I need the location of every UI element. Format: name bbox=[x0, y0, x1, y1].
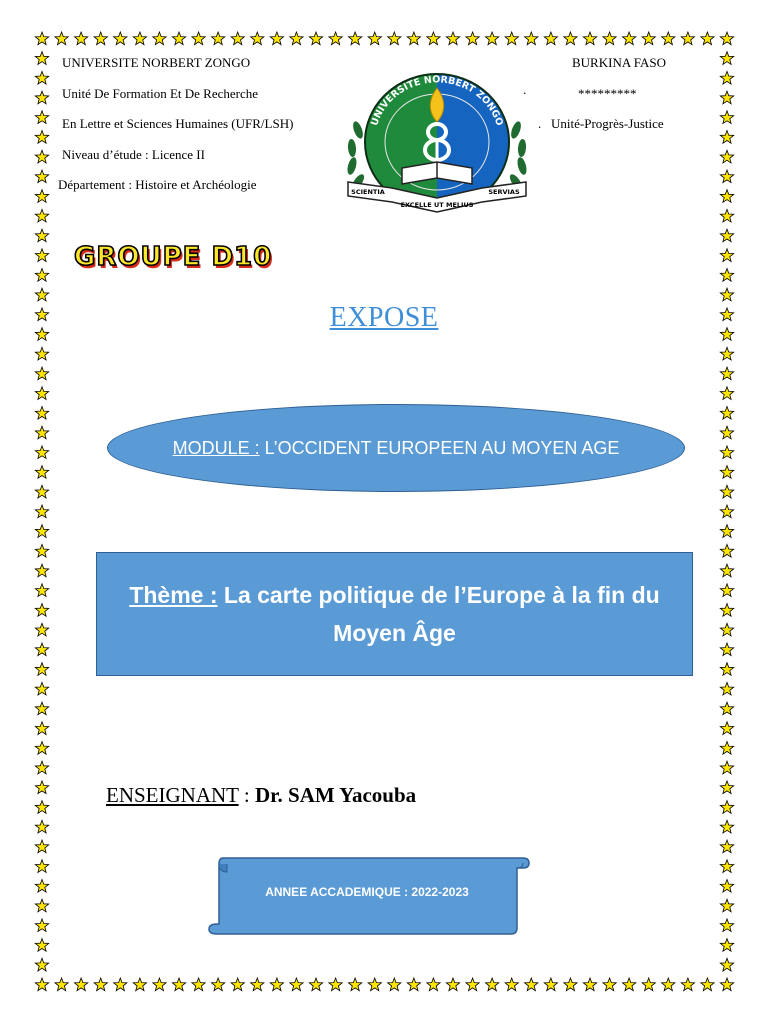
border-star bbox=[720, 781, 733, 794]
border-star bbox=[720, 170, 733, 183]
border-star bbox=[35, 209, 48, 222]
border-star bbox=[720, 485, 733, 498]
border-star bbox=[720, 840, 733, 853]
border-star bbox=[35, 781, 48, 794]
border-star bbox=[720, 860, 733, 873]
border-star bbox=[486, 978, 499, 991]
border-star bbox=[583, 32, 596, 45]
border-star bbox=[623, 32, 636, 45]
border-star bbox=[192, 978, 205, 991]
module-name: L’OCCIDENT EUROPEEN AU MOYEN AGE bbox=[259, 438, 620, 458]
module-banner bbox=[107, 404, 685, 492]
border-star bbox=[720, 229, 733, 242]
border-star bbox=[720, 761, 733, 774]
border-star bbox=[720, 682, 733, 695]
border-star bbox=[720, 249, 733, 262]
border-star bbox=[35, 269, 48, 282]
border-star bbox=[153, 32, 166, 45]
border-star bbox=[720, 702, 733, 715]
border-star bbox=[720, 446, 733, 459]
border-star bbox=[720, 899, 733, 912]
teacher-label: ENSEIGNANT bbox=[106, 783, 239, 807]
border-star bbox=[564, 978, 577, 991]
university-name: UNIVERSITE NORBERT ZONGO bbox=[62, 55, 251, 70]
border-star bbox=[720, 209, 733, 222]
border-star bbox=[35, 52, 48, 65]
border-star bbox=[623, 978, 636, 991]
border-star bbox=[35, 91, 48, 104]
border-star bbox=[720, 387, 733, 400]
border-star bbox=[349, 32, 362, 45]
document-title: EXPOSE bbox=[329, 302, 439, 333]
border-star bbox=[720, 407, 733, 420]
border-star bbox=[35, 446, 48, 459]
border-star bbox=[35, 840, 48, 853]
study-level: Niveau d’étude : Licence II bbox=[62, 147, 205, 162]
border-star bbox=[231, 32, 244, 45]
border-star bbox=[35, 525, 48, 538]
border-star bbox=[701, 32, 714, 45]
border-star bbox=[35, 71, 48, 84]
border-star bbox=[720, 919, 733, 932]
group-label: GROUPE D10 bbox=[74, 242, 273, 272]
border-star bbox=[544, 978, 557, 991]
stars-separator: ********* bbox=[578, 86, 637, 101]
module-text bbox=[166, 434, 626, 462]
border-star bbox=[35, 229, 48, 242]
module-label: MODULE : bbox=[172, 438, 260, 458]
border-star bbox=[720, 643, 733, 656]
border-star bbox=[466, 978, 479, 991]
border-star bbox=[720, 505, 733, 518]
border-star bbox=[720, 269, 733, 282]
border-star bbox=[35, 880, 48, 893]
border-star bbox=[427, 32, 440, 45]
border-star bbox=[35, 682, 48, 695]
logo-ribbon-right: SERVIAS bbox=[488, 188, 520, 196]
border-star bbox=[662, 32, 675, 45]
border-star bbox=[35, 466, 48, 479]
border-star bbox=[35, 288, 48, 301]
border-star bbox=[446, 32, 459, 45]
border-star bbox=[35, 564, 48, 577]
university-logo bbox=[342, 70, 532, 218]
border-star bbox=[720, 604, 733, 617]
theme-banner bbox=[96, 552, 693, 676]
border-star bbox=[681, 978, 694, 991]
border-star bbox=[35, 860, 48, 873]
logo-arc-text: UNIVERSITE NORBERT ZONGO bbox=[369, 74, 505, 128]
border-star bbox=[603, 32, 616, 45]
border-star bbox=[35, 544, 48, 557]
border-star bbox=[329, 978, 342, 991]
border-star bbox=[192, 32, 205, 45]
border-star bbox=[642, 32, 655, 45]
border-star bbox=[720, 958, 733, 971]
border-star bbox=[720, 801, 733, 814]
theme-text bbox=[110, 576, 680, 652]
border-star bbox=[662, 978, 675, 991]
border-star bbox=[505, 32, 518, 45]
border-star bbox=[349, 978, 362, 991]
border-star bbox=[720, 978, 733, 991]
border-star bbox=[720, 52, 733, 65]
border-star bbox=[720, 466, 733, 479]
ufr-line: Unité De Formation Et De Recherche bbox=[62, 86, 259, 101]
border-star bbox=[251, 978, 264, 991]
border-star bbox=[466, 32, 479, 45]
border-star bbox=[114, 978, 127, 991]
border-star bbox=[407, 978, 420, 991]
border-star bbox=[446, 978, 459, 991]
border-star bbox=[525, 978, 538, 991]
border-star bbox=[75, 32, 88, 45]
border-star bbox=[583, 978, 596, 991]
border-star bbox=[35, 663, 48, 676]
border-star bbox=[720, 347, 733, 360]
logo-ribbon-left: SCIENTIA bbox=[351, 188, 385, 196]
border-star bbox=[309, 32, 322, 45]
border-star bbox=[35, 919, 48, 932]
border-star bbox=[681, 32, 694, 45]
border-star bbox=[720, 820, 733, 833]
border-star bbox=[231, 978, 244, 991]
dot-mark: . bbox=[538, 116, 542, 131]
border-star bbox=[290, 32, 303, 45]
border-star bbox=[720, 544, 733, 557]
logo-ribbon-center: EXCELLE UT MELIUS bbox=[400, 201, 474, 209]
theme-name: La carte politique de l’Europe à la fin du Moyen Âge bbox=[217, 582, 660, 646]
border-star bbox=[720, 584, 733, 597]
border-star bbox=[35, 387, 48, 400]
border-star bbox=[525, 32, 538, 45]
border-star bbox=[35, 899, 48, 912]
border-star bbox=[720, 939, 733, 952]
border-star bbox=[720, 91, 733, 104]
border-star bbox=[270, 978, 283, 991]
border-star bbox=[35, 623, 48, 636]
border-star bbox=[720, 111, 733, 124]
border-star bbox=[270, 32, 283, 45]
border-star bbox=[172, 32, 185, 45]
academic-year: ANNEE ACCADEMIQUE : 2022-2023 bbox=[265, 885, 469, 899]
border-star bbox=[720, 367, 733, 380]
border-star bbox=[720, 71, 733, 84]
border-star bbox=[720, 525, 733, 538]
border-star bbox=[329, 32, 342, 45]
border-star bbox=[720, 564, 733, 577]
dot-mark: . bbox=[523, 82, 527, 97]
border-star bbox=[720, 150, 733, 163]
border-star bbox=[720, 663, 733, 676]
teacher-separator: : bbox=[238, 783, 255, 807]
border-star bbox=[35, 643, 48, 656]
border-star bbox=[427, 978, 440, 991]
border-star bbox=[35, 170, 48, 183]
border-star bbox=[35, 131, 48, 144]
national-motto: Unité-Progrès-Justice bbox=[551, 116, 664, 131]
teacher-line bbox=[106, 783, 416, 808]
border-star bbox=[388, 978, 401, 991]
border-star bbox=[35, 407, 48, 420]
border-star bbox=[720, 623, 733, 636]
border-star bbox=[114, 32, 127, 45]
border-star bbox=[35, 150, 48, 163]
border-star bbox=[505, 978, 518, 991]
border-star bbox=[133, 978, 146, 991]
border-star bbox=[133, 32, 146, 45]
border-star bbox=[564, 32, 577, 45]
border-star bbox=[35, 604, 48, 617]
border-star bbox=[720, 742, 733, 755]
border-star bbox=[35, 978, 48, 991]
border-star bbox=[35, 702, 48, 715]
border-star bbox=[720, 131, 733, 144]
border-star bbox=[35, 742, 48, 755]
border-star bbox=[153, 978, 166, 991]
border-star bbox=[720, 880, 733, 893]
border-star bbox=[35, 801, 48, 814]
border-star bbox=[368, 978, 381, 991]
border-star bbox=[35, 584, 48, 597]
country-name: BURKINA FASO bbox=[572, 55, 667, 70]
teacher-name: Dr. SAM Yacouba bbox=[254, 783, 417, 807]
theme-label: Thème : bbox=[129, 582, 218, 608]
border-star bbox=[94, 32, 107, 45]
border-star bbox=[720, 32, 733, 45]
border-star bbox=[720, 426, 733, 439]
border-star bbox=[35, 347, 48, 360]
border-star bbox=[603, 978, 616, 991]
border-star bbox=[35, 820, 48, 833]
border-star bbox=[94, 978, 107, 991]
border-star bbox=[701, 978, 714, 991]
border-star bbox=[720, 190, 733, 203]
border-star bbox=[35, 485, 48, 498]
border-star bbox=[486, 32, 499, 45]
border-star bbox=[172, 978, 185, 991]
border-star bbox=[407, 32, 420, 45]
border-star bbox=[212, 32, 225, 45]
border-star bbox=[35, 367, 48, 380]
border-star bbox=[720, 722, 733, 735]
border-star bbox=[55, 32, 68, 45]
border-star bbox=[35, 111, 48, 124]
border-star bbox=[251, 32, 264, 45]
border-star bbox=[35, 505, 48, 518]
border-star bbox=[35, 190, 48, 203]
border-star bbox=[35, 249, 48, 262]
faculty-line: En Lettre et Sciences Humaines (UFR/LSH) bbox=[62, 116, 294, 131]
border-star bbox=[35, 722, 48, 735]
border-star bbox=[309, 978, 322, 991]
border-star bbox=[35, 761, 48, 774]
border-star bbox=[388, 32, 401, 45]
border-star bbox=[35, 939, 48, 952]
border-star bbox=[35, 958, 48, 971]
department-line: Département : Histoire et Archéologie bbox=[58, 177, 257, 192]
border-star bbox=[368, 32, 381, 45]
border-star bbox=[75, 978, 88, 991]
border-star bbox=[55, 978, 68, 991]
border-star bbox=[642, 978, 655, 991]
border-star bbox=[290, 978, 303, 991]
border-star bbox=[720, 288, 733, 301]
border-star bbox=[212, 978, 225, 991]
border-star bbox=[35, 32, 48, 45]
border-star bbox=[35, 426, 48, 439]
border-star bbox=[544, 32, 557, 45]
